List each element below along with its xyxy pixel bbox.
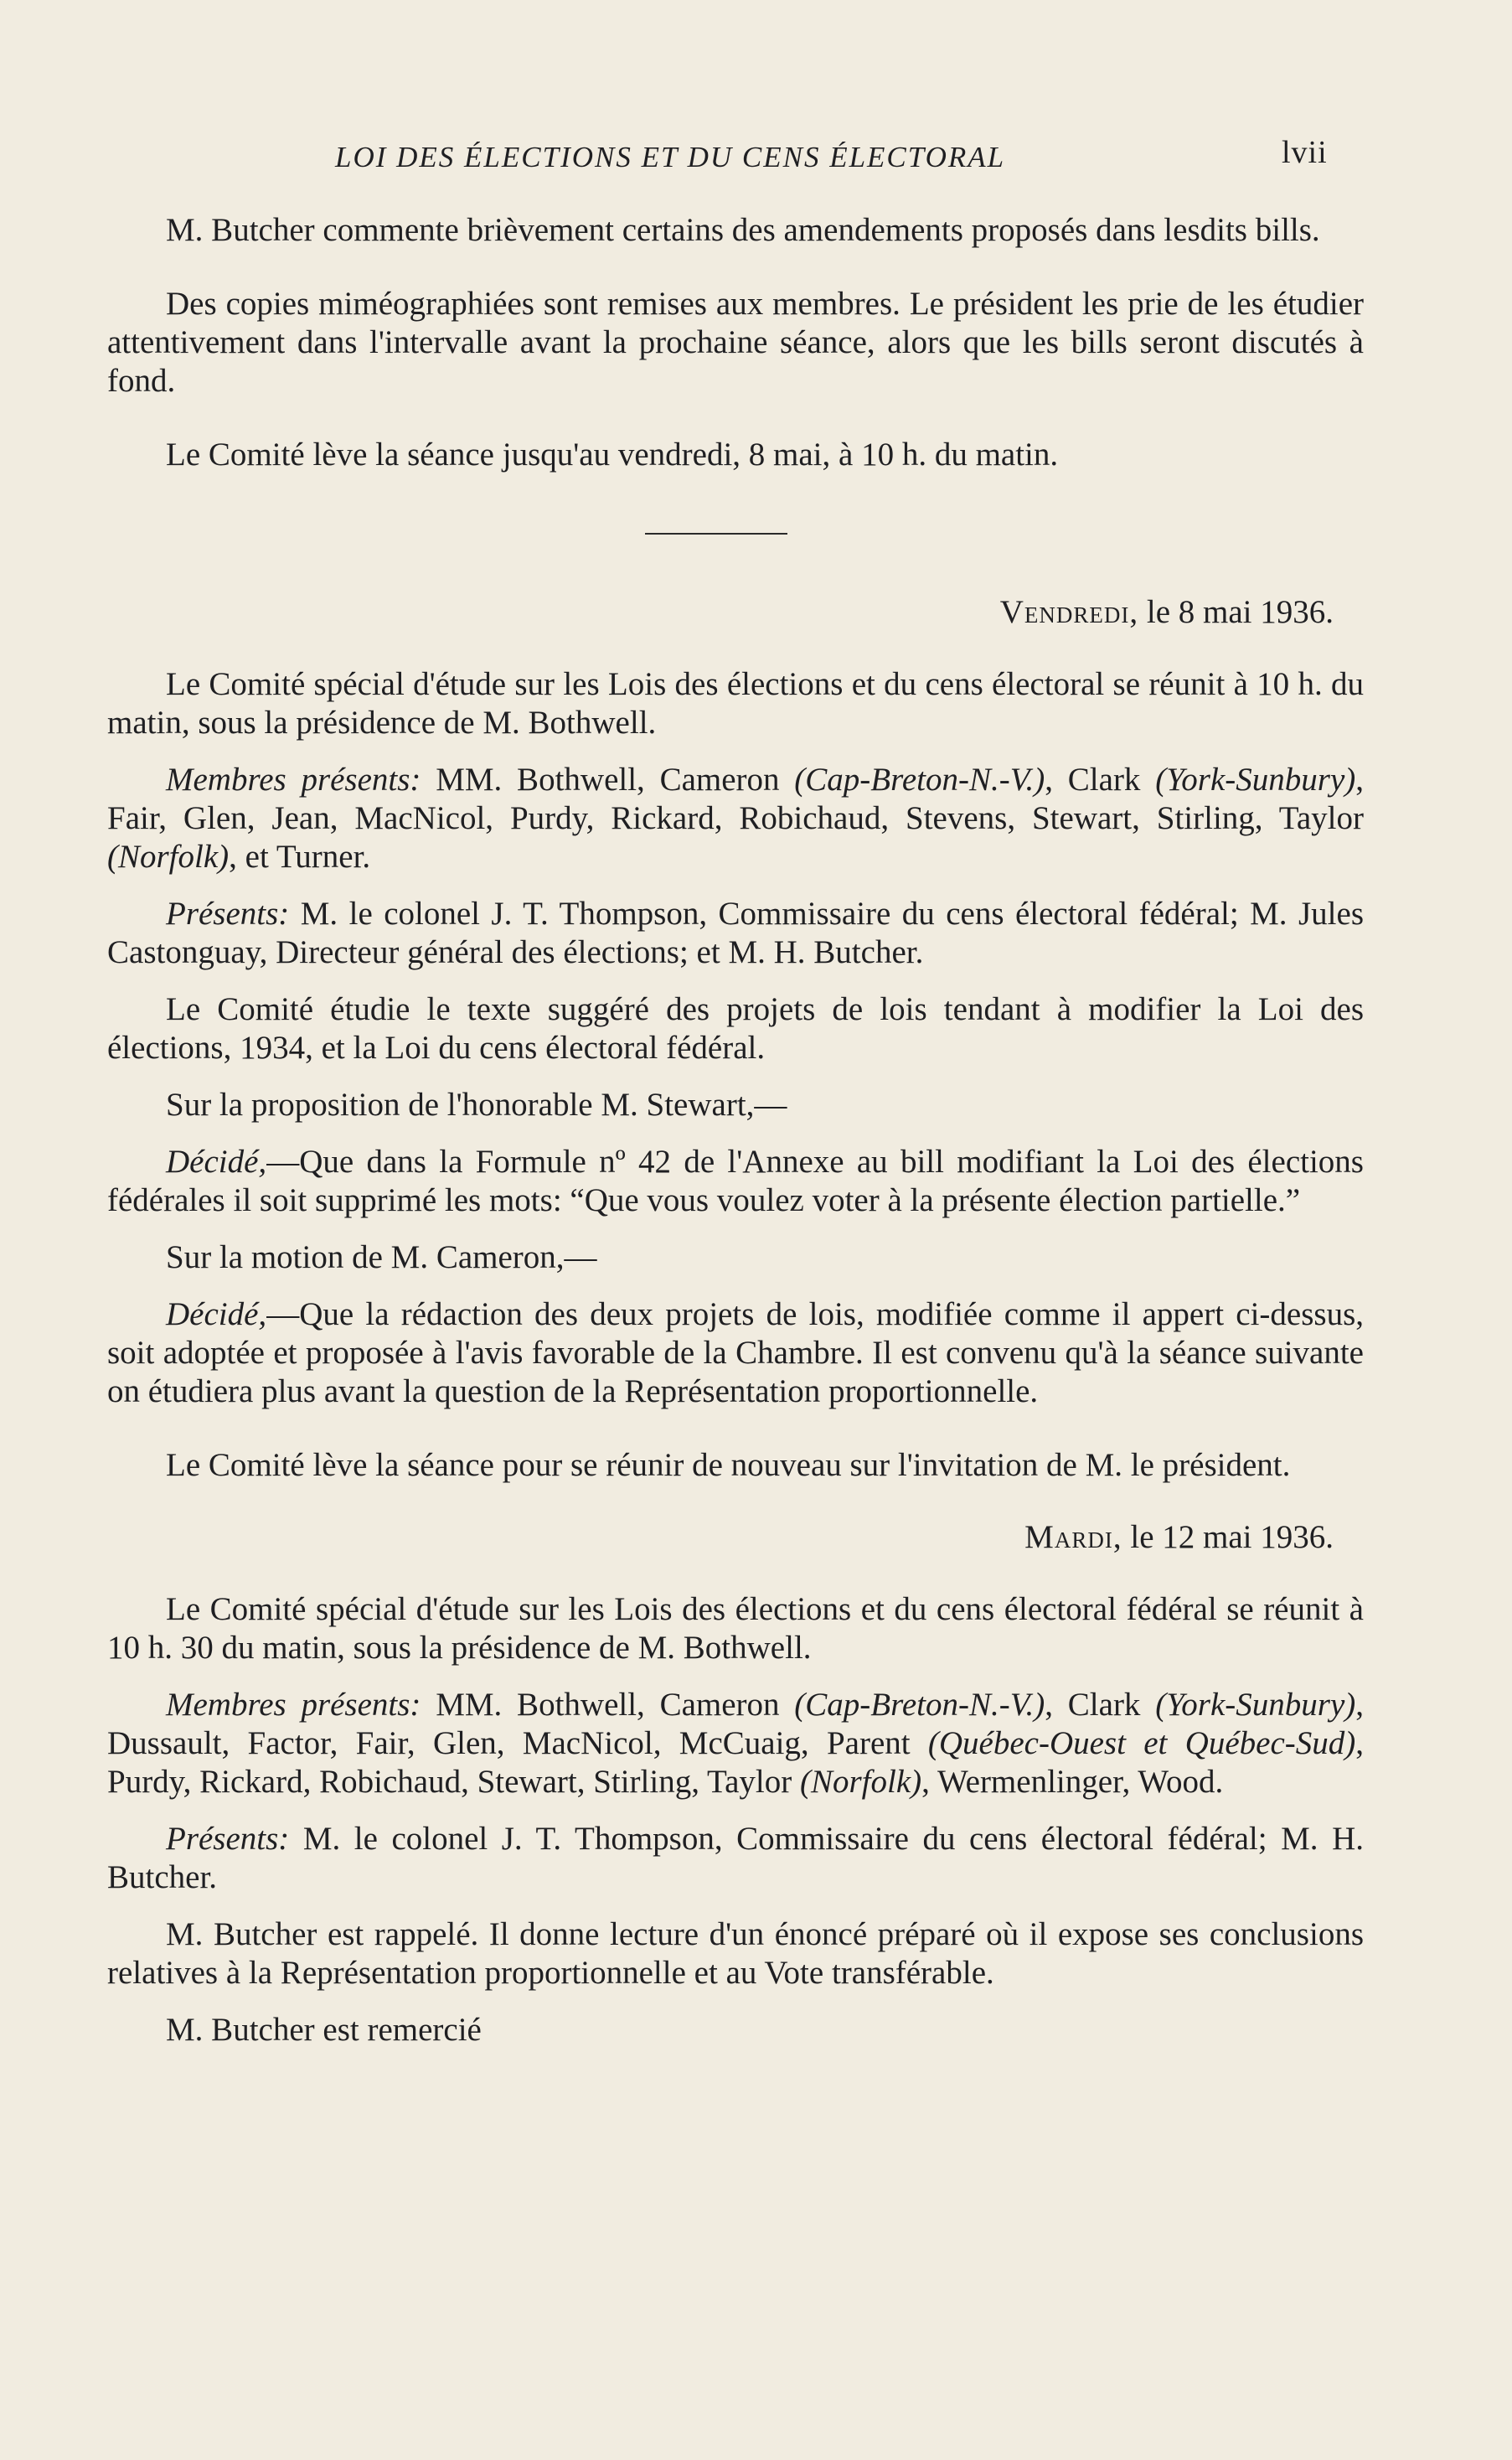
paragraph: Sur la motion de M. Cameron,—: [166, 1239, 597, 1275]
decision-text: —Que la rédaction des deux projets de lois, modifiée comme il appert ci-dessus, soit adoptée et proposée à l'avis favorable de la Chambre. Il est convenu qu'à la séance suivante on étudiera plus avant la question de la Représentation proportionnelle.: [107, 1296, 1364, 1409]
members-paragraph: [107, 761, 1364, 876]
members-label: Membres présents:: [166, 1687, 421, 1723]
decision-paragraph: [107, 1143, 1364, 1220]
paragraph: Le Comité lève la séance jusqu'au vendredi, 8 mai, à 10 h. du matin.: [166, 437, 1059, 473]
members-riding: (Québec-Ouest et Québec-Sud): [927, 1725, 1356, 1761]
members-text: , Clark: [1045, 762, 1156, 798]
paragraph: Le Comité spécial d'étude sur les Lois des élections et du cens électoral fédéral se réunit à 10 h. 30 du matin, sous la présidence de M. Bothwell.: [107, 1591, 1364, 1666]
paragraph: Le Comité spécial d'étude sur les Lois des élections et du cens électoral se réunit à 10 h. du matin, sous la présidence de M. Bothwell.: [107, 666, 1364, 741]
present-label: Présents:: [166, 896, 290, 932]
present-text: M. le colonel J. T. Thompson, Commissaire du cens électoral fédéral; M. Jules Castonguay, Directeur général des élections; et M. H. Butcher.: [107, 896, 1364, 970]
members-paragraph: [107, 1686, 1364, 1801]
paragraph: M. Butcher est rappelé. Il donne lecture d'un énoncé préparé où il expose ses conclusions relatives à la Représentation proportionnelle et au Vote transférable.: [107, 1916, 1364, 1991]
members-text: , et Turner.: [229, 839, 371, 875]
decision-label: Décidé,: [166, 1296, 267, 1332]
members-text: MM. Bothwell, Cameron: [421, 762, 795, 798]
members-text: , Clark: [1045, 1687, 1156, 1723]
decision-paragraph: [107, 1295, 1364, 1411]
present-paragraph: [107, 1820, 1364, 1897]
members-text: , Dussault, Factor, Fair, Glen, MacNicol, McCuaig, Parent: [107, 1687, 1364, 1761]
running-title: LOI DES ÉLECTIONS ET DU CENS ÉLECTORAL: [335, 141, 1006, 173]
present-label: Présents:: [166, 1821, 290, 1857]
members-riding: (York-Sunbury): [1155, 1687, 1356, 1723]
members-text: , Wermenlinger, Wood.: [921, 1764, 1224, 1800]
body-text: [107, 211, 1364, 2068]
members-riding: (Cap-Breton-N.-V.): [794, 762, 1045, 798]
date-rest: le 8 mai 1936.: [1138, 594, 1334, 630]
page-number: lvii: [1282, 135, 1328, 170]
paragraph: M. Butcher commente brièvement certains des amendements proposés dans lesdits bills.: [166, 212, 1320, 248]
session-date: [107, 1518, 1364, 1557]
members-text: , Purdy, Rickard, Robichaud, Stewart, Stirling, Taylor: [107, 1725, 1364, 1800]
decision-text: —Que dans la Formule nº 42 de l'Annexe au bill modifiant la Loi des élections fédérales il soit supprimé les mots: “Que vous voulez voter à la présente élection partielle.”: [107, 1144, 1364, 1218]
paragraph: M. Butcher est remercié: [166, 2012, 482, 2048]
section-divider: [645, 533, 787, 535]
date-day: Mardi,: [1024, 1519, 1122, 1555]
paragraph: Le Comité étudie le texte suggéré des projets de lois tendant à modifier la Loi des élections, 1934, et la Loi du cens électoral fédéral.: [107, 991, 1364, 1066]
paragraph: Le Comité lève la séance pour se réunir de nouveau sur l'invitation de M. le président.: [166, 1447, 1291, 1483]
paragraph: Sur la proposition de l'honorable M. Stewart,—: [166, 1087, 787, 1123]
members-text: MM. Bothwell, Cameron: [421, 1687, 795, 1723]
session-date: [107, 593, 1364, 632]
members-riding: (Cap-Breton-N.-V.): [794, 1687, 1045, 1723]
members-riding: (York-Sunbury): [1155, 762, 1356, 798]
members-label: Membres présents:: [166, 762, 421, 798]
paragraph: Des copies miméographiées sont remises aux membres. Le président les prie de les étudier attentivement dans l'intervalle avant la prochaine séance, alors que les bills seront discutés à fond.: [107, 286, 1364, 399]
members-riding: (Norfolk): [107, 839, 230, 875]
date-day: Vendredi,: [999, 594, 1139, 630]
date-rest: le 12 mai 1936.: [1122, 1519, 1334, 1555]
decision-label: Décidé,: [166, 1144, 267, 1180]
members-riding: (Norfolk): [800, 1764, 922, 1800]
members-text: , Fair, Glen, Jean, MacNicol, Purdy, Rickard, Robichaud, Stevens, Stewart, Stirling, Taylor: [107, 762, 1364, 836]
present-paragraph: [107, 895, 1364, 972]
present-text: M. le colonel J. T. Thompson, Commissaire du cens électoral fédéral; M. H. Butcher.: [107, 1821, 1364, 1895]
